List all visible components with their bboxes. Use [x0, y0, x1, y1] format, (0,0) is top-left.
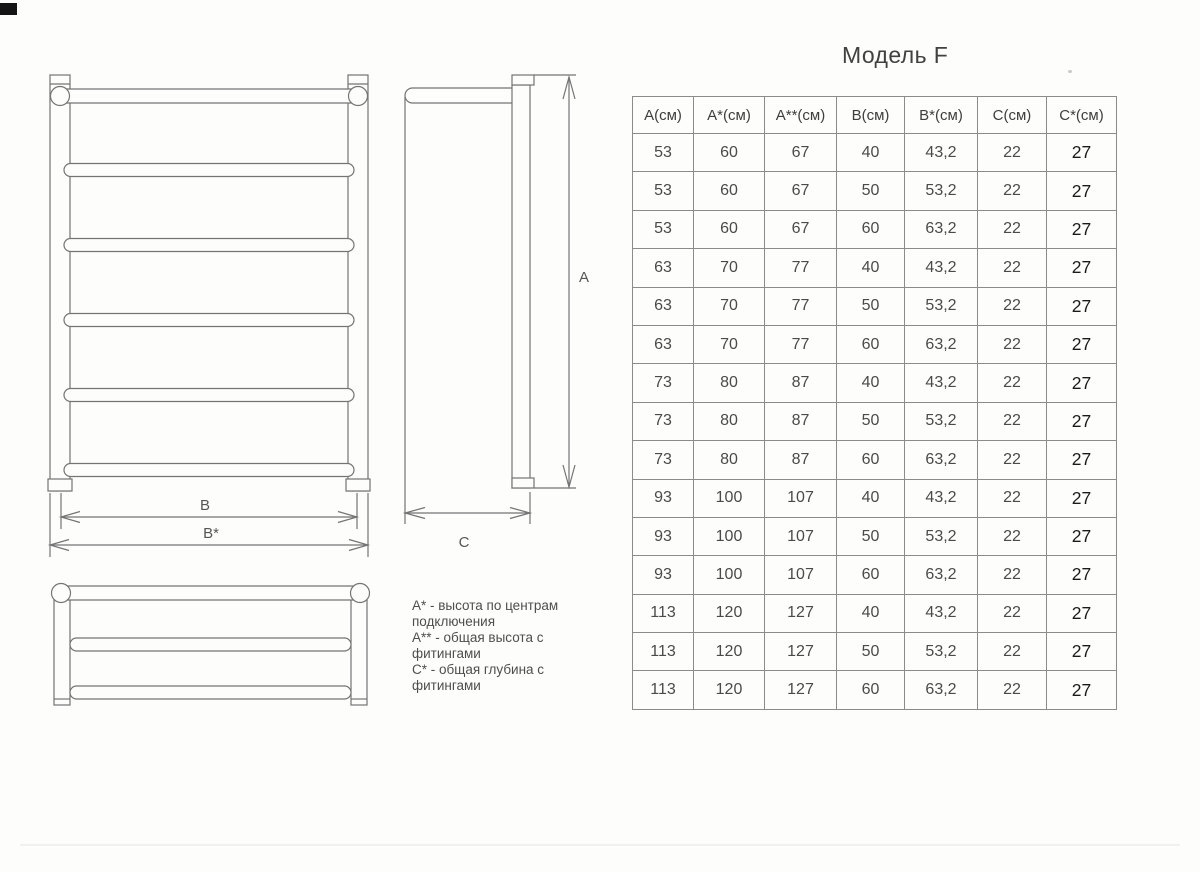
table-cell: 63,2	[905, 556, 978, 594]
legend	[412, 598, 602, 693]
table-cell: 50	[837, 287, 905, 325]
table-cell: 22	[978, 249, 1047, 287]
table-cell: 22	[978, 364, 1047, 402]
column-header: В(см)	[837, 97, 905, 134]
table-cell: 100	[694, 556, 765, 594]
dimension-label-b: B	[199, 497, 211, 514]
table-row	[633, 671, 1117, 709]
table-cell: 53	[633, 172, 694, 210]
table-cell: 53	[633, 210, 694, 248]
top-rail	[60, 89, 358, 103]
rung	[64, 239, 354, 252]
table-cell: 27	[1047, 364, 1117, 402]
top-rail-side	[405, 88, 521, 103]
table-cell: 67	[765, 134, 837, 172]
table-row	[633, 249, 1117, 287]
table-cell: 80	[694, 441, 765, 479]
table-cell: 63,2	[905, 325, 978, 363]
table-cell: 27	[1047, 633, 1117, 671]
table-cell: 67	[765, 210, 837, 248]
legend-line: подключения	[412, 613, 496, 629]
table-cell: 40	[837, 249, 905, 287]
table-cell: 77	[765, 325, 837, 363]
table-cell: 60	[694, 210, 765, 248]
table-cell: 60	[837, 671, 905, 709]
rung	[64, 464, 354, 477]
post-top-tab	[512, 75, 534, 85]
table-cell: 63,2	[905, 441, 978, 479]
table-cell: 27	[1047, 325, 1117, 363]
table-cell: 80	[694, 402, 765, 440]
table-cell: 53,2	[905, 287, 978, 325]
table-cell: 27	[1047, 287, 1117, 325]
table-cell: 22	[978, 441, 1047, 479]
top-rail-top-view	[61, 586, 360, 600]
table-cell: 40	[837, 479, 905, 517]
table-row	[633, 134, 1117, 172]
table-cell: 73	[633, 402, 694, 440]
side-view	[405, 75, 534, 524]
table-cell: 22	[978, 517, 1047, 555]
left-post	[50, 75, 70, 491]
table-cell: 50	[837, 633, 905, 671]
table-cell: 107	[765, 479, 837, 517]
table-cell: 27	[1047, 441, 1117, 479]
table-cell: 27	[1047, 402, 1117, 440]
legend-line: А* - высота по центрам	[412, 598, 559, 613]
table-header-row	[633, 97, 1117, 134]
table-cell: 87	[765, 402, 837, 440]
table-cell: 93	[633, 556, 694, 594]
top-view	[52, 584, 370, 706]
table-cell: 93	[633, 517, 694, 555]
table-cell: 73	[633, 441, 694, 479]
table-cell: 50	[837, 402, 905, 440]
right-post	[348, 75, 368, 491]
table-cell: 53,2	[905, 517, 978, 555]
table-cell: 27	[1047, 479, 1117, 517]
table-cell: 67	[765, 172, 837, 210]
table-cell: 27	[1047, 134, 1117, 172]
arrowhead	[510, 508, 530, 519]
table-cell: 63	[633, 287, 694, 325]
post-side	[512, 85, 530, 488]
table-cell: 53,2	[905, 402, 978, 440]
table-cell: 87	[765, 441, 837, 479]
table-row	[633, 364, 1117, 402]
fitting-circle-left	[51, 87, 70, 106]
table-cell: 120	[694, 633, 765, 671]
arrowhead	[405, 508, 425, 519]
table-row	[633, 517, 1117, 555]
table-cell: 77	[765, 287, 837, 325]
column-header: В*(см)	[905, 97, 978, 134]
table-cell: 22	[978, 633, 1047, 671]
table-cell: 100	[694, 479, 765, 517]
fitting-circle-right	[351, 584, 370, 603]
table-cell: 127	[765, 633, 837, 671]
table-cell: 22	[978, 325, 1047, 363]
table-cell: 60	[837, 441, 905, 479]
table-cell: 70	[694, 249, 765, 287]
table-cell: 43,2	[905, 594, 978, 632]
front-view-dimensions	[50, 493, 368, 557]
table-cell: 22	[978, 134, 1047, 172]
fitting-circle-left	[52, 584, 71, 603]
table-row	[633, 402, 1117, 440]
table-cell: 80	[694, 364, 765, 402]
table-cell: 22	[978, 172, 1047, 210]
table-cell: 113	[633, 671, 694, 709]
table-cell: 77	[765, 249, 837, 287]
left-post-foot	[48, 479, 72, 491]
rung	[64, 389, 354, 402]
table-cell: 22	[978, 479, 1047, 517]
table-cell: 127	[765, 594, 837, 632]
table-cell: 63,2	[905, 671, 978, 709]
table-cell: 27	[1047, 249, 1117, 287]
table-cell: 120	[694, 671, 765, 709]
table-cell: 70	[694, 325, 765, 363]
table-cell: 60	[837, 210, 905, 248]
table-cell: 63	[633, 249, 694, 287]
table-row	[633, 287, 1117, 325]
table-cell: 50	[837, 517, 905, 555]
table-row	[633, 441, 1117, 479]
table-row	[633, 556, 1117, 594]
table-cell: 22	[978, 556, 1047, 594]
side-view-dimensions	[405, 75, 589, 551]
rung-top-view	[70, 638, 351, 651]
column-header: А(см)	[633, 97, 694, 134]
dimension-label-a: A	[579, 269, 590, 286]
table-cell: 53,2	[905, 633, 978, 671]
table-cell: 27	[1047, 556, 1117, 594]
table-cell: 22	[978, 287, 1047, 325]
table-cell: 27	[1047, 517, 1117, 555]
rung	[64, 314, 354, 327]
table-body	[633, 134, 1117, 710]
page-title: Модель F	[842, 42, 949, 68]
legend-line: фитингами	[412, 677, 481, 693]
table-cell: 27	[1047, 172, 1117, 210]
right-post-foot	[346, 479, 370, 491]
front-view	[48, 75, 370, 491]
table-cell: 53	[633, 134, 694, 172]
table-cell: 27	[1047, 671, 1117, 709]
table-cell: 107	[765, 517, 837, 555]
table-cell: 43,2	[905, 249, 978, 287]
legend-line: А** - общая высота с	[412, 629, 544, 645]
table-cell: 53,2	[905, 172, 978, 210]
table-cell: 120	[694, 594, 765, 632]
legend-line: фитингами	[412, 645, 481, 661]
table-cell: 22	[978, 210, 1047, 248]
table-cell: 50	[837, 172, 905, 210]
table-cell: 43,2	[905, 364, 978, 402]
right-post-top-view	[351, 599, 367, 705]
table-cell: 40	[837, 594, 905, 632]
table-cell: 22	[978, 594, 1047, 632]
table-cell: 63	[633, 325, 694, 363]
rung	[64, 164, 354, 177]
table-row	[633, 594, 1117, 632]
table-cell: 22	[978, 671, 1047, 709]
table-cell: 113	[633, 633, 694, 671]
table-row	[633, 325, 1117, 363]
dimension-label-c: C	[458, 534, 470, 551]
table-cell: 60	[837, 556, 905, 594]
column-header: С(см)	[978, 97, 1047, 134]
arrowhead	[50, 540, 69, 551]
table-cell: 87	[765, 364, 837, 402]
table-cell: 63,2	[905, 210, 978, 248]
scan-artifact-corner	[0, 3, 17, 15]
table-cell: 70	[694, 287, 765, 325]
left-post-top-view	[54, 599, 70, 705]
table-cell: 60	[837, 325, 905, 363]
table-row	[633, 479, 1117, 517]
table-cell: 40	[837, 134, 905, 172]
scan-artifact-smudge	[20, 844, 1180, 846]
table-cell: 43,2	[905, 479, 978, 517]
table-cell: 93	[633, 479, 694, 517]
arrowhead	[61, 512, 80, 523]
dimensions-table	[632, 96, 1117, 710]
fitting-circle-right	[349, 87, 368, 106]
arrowhead	[563, 77, 575, 99]
scan-artifact-speck	[1068, 70, 1072, 73]
table-cell: 22	[978, 402, 1047, 440]
column-header: А*(см)	[694, 97, 765, 134]
table-cell: 60	[694, 134, 765, 172]
table-cell: 40	[837, 364, 905, 402]
table-cell: 127	[765, 671, 837, 709]
table-cell: 27	[1047, 594, 1117, 632]
rung-top-view	[70, 686, 351, 699]
table-cell: 60	[694, 172, 765, 210]
table-cell: 43,2	[905, 134, 978, 172]
post-bottom-tab	[512, 478, 534, 488]
table-cell: 107	[765, 556, 837, 594]
column-header: А**(см)	[765, 97, 837, 134]
table-cell: 73	[633, 364, 694, 402]
column-header: С*(см)	[1047, 97, 1117, 134]
table-row	[633, 172, 1117, 210]
table-cell: 113	[633, 594, 694, 632]
legend-line: С* - общая глубина с	[412, 661, 545, 677]
dimension-label-b-star: B*	[203, 525, 219, 542]
table-cell: 100	[694, 517, 765, 555]
arrowhead	[563, 465, 575, 487]
table-row	[633, 633, 1117, 671]
arrowhead	[338, 512, 357, 523]
table-row	[633, 210, 1117, 248]
table-cell: 27	[1047, 210, 1117, 248]
arrowhead	[349, 540, 368, 551]
